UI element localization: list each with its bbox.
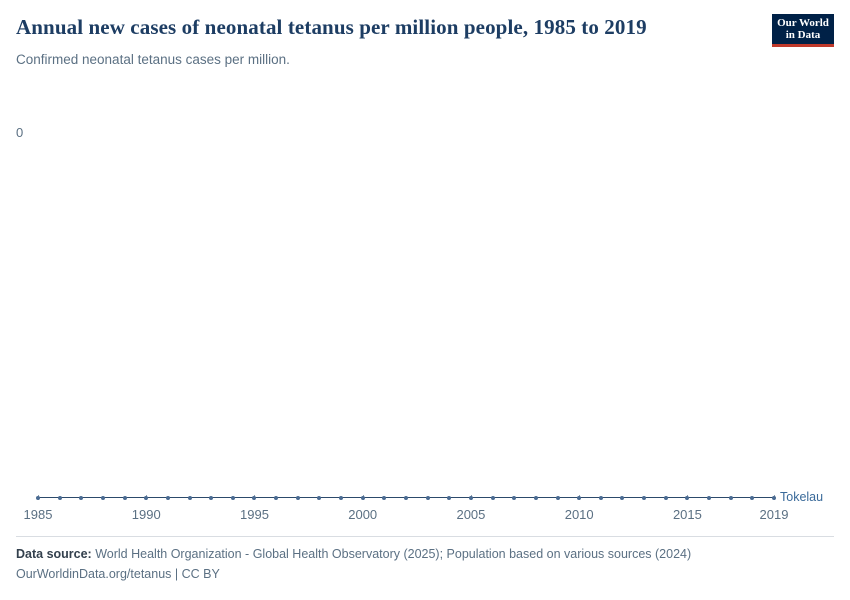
data-point[interactable] (231, 496, 235, 500)
data-point[interactable] (491, 496, 495, 500)
x-axis-label: 2015 (672, 507, 702, 522)
data-point[interactable] (317, 496, 321, 500)
data-source-label: Data source: (16, 547, 92, 562)
data-point[interactable] (534, 496, 538, 500)
owid-link[interactable]: OurWorldinData.org/tetanus (16, 566, 172, 581)
data-point[interactable] (101, 496, 105, 500)
data-source-text: World Health Organization - Global Health Observatory (2025); Population based on various sources (2024) (95, 547, 692, 562)
data-point[interactable] (361, 496, 365, 500)
data-point[interactable] (296, 496, 300, 500)
data-point[interactable] (707, 496, 711, 500)
data-point[interactable] (469, 496, 473, 500)
x-axis-label: 1985 (23, 507, 53, 522)
data-point[interactable] (58, 496, 62, 500)
x-axis-label: 2000 (348, 507, 378, 522)
data-point[interactable] (274, 496, 278, 500)
data-point[interactable] (252, 496, 256, 500)
data-point[interactable] (685, 496, 689, 500)
data-point[interactable] (577, 496, 581, 500)
x-axis-label: 2005 (456, 507, 486, 522)
footer-links (16, 565, 834, 584)
plot-region[interactable] (23, 108, 834, 522)
data-point[interactable] (599, 496, 603, 500)
owid-logo-line1: Our World (777, 17, 829, 29)
chart-footer (16, 536, 834, 584)
data-point[interactable] (620, 496, 624, 500)
license-label: CC BY (181, 566, 220, 581)
data-point[interactable] (123, 496, 127, 500)
data-point[interactable] (664, 496, 668, 500)
data-point[interactable] (426, 496, 430, 500)
chart-header (16, 14, 834, 69)
data-source-line (16, 545, 834, 564)
data-point[interactable] (339, 496, 343, 500)
data-point[interactable] (447, 496, 451, 500)
data-point[interactable] (36, 496, 40, 500)
chart-area[interactable] (16, 108, 834, 528)
data-point[interactable] (166, 496, 170, 500)
series-label-tokelau[interactable]: Tokelau (780, 490, 824, 504)
data-point[interactable] (144, 496, 148, 500)
data-point[interactable] (556, 496, 560, 500)
x-axis-label: 2010 (564, 507, 594, 522)
data-point[interactable] (79, 496, 83, 500)
chart-subtitle: Confirmed neonatal tetanus cases per million. (16, 51, 290, 67)
owid-logo[interactable] (772, 14, 834, 47)
x-axis-label: 1995 (240, 507, 269, 522)
x-axis-label: 2019 (759, 507, 789, 522)
x-axis-label: 1990 (131, 507, 161, 522)
data-point[interactable] (750, 496, 754, 500)
footer-separator: | (171, 566, 182, 581)
data-point[interactable] (772, 496, 776, 500)
data-point[interactable] (209, 496, 213, 500)
data-point[interactable] (188, 496, 192, 500)
y-axis-tick-0: 0 (16, 125, 24, 140)
data-point[interactable] (642, 496, 646, 500)
data-point[interactable] (512, 496, 516, 500)
owid-logo-line2: in Data (785, 29, 821, 41)
data-point[interactable] (729, 496, 733, 500)
data-point[interactable] (404, 496, 408, 500)
page-title: Annual new cases of neonatal tetanus per million people, 1985 to 2019 (16, 15, 647, 39)
data-point[interactable] (382, 496, 386, 500)
